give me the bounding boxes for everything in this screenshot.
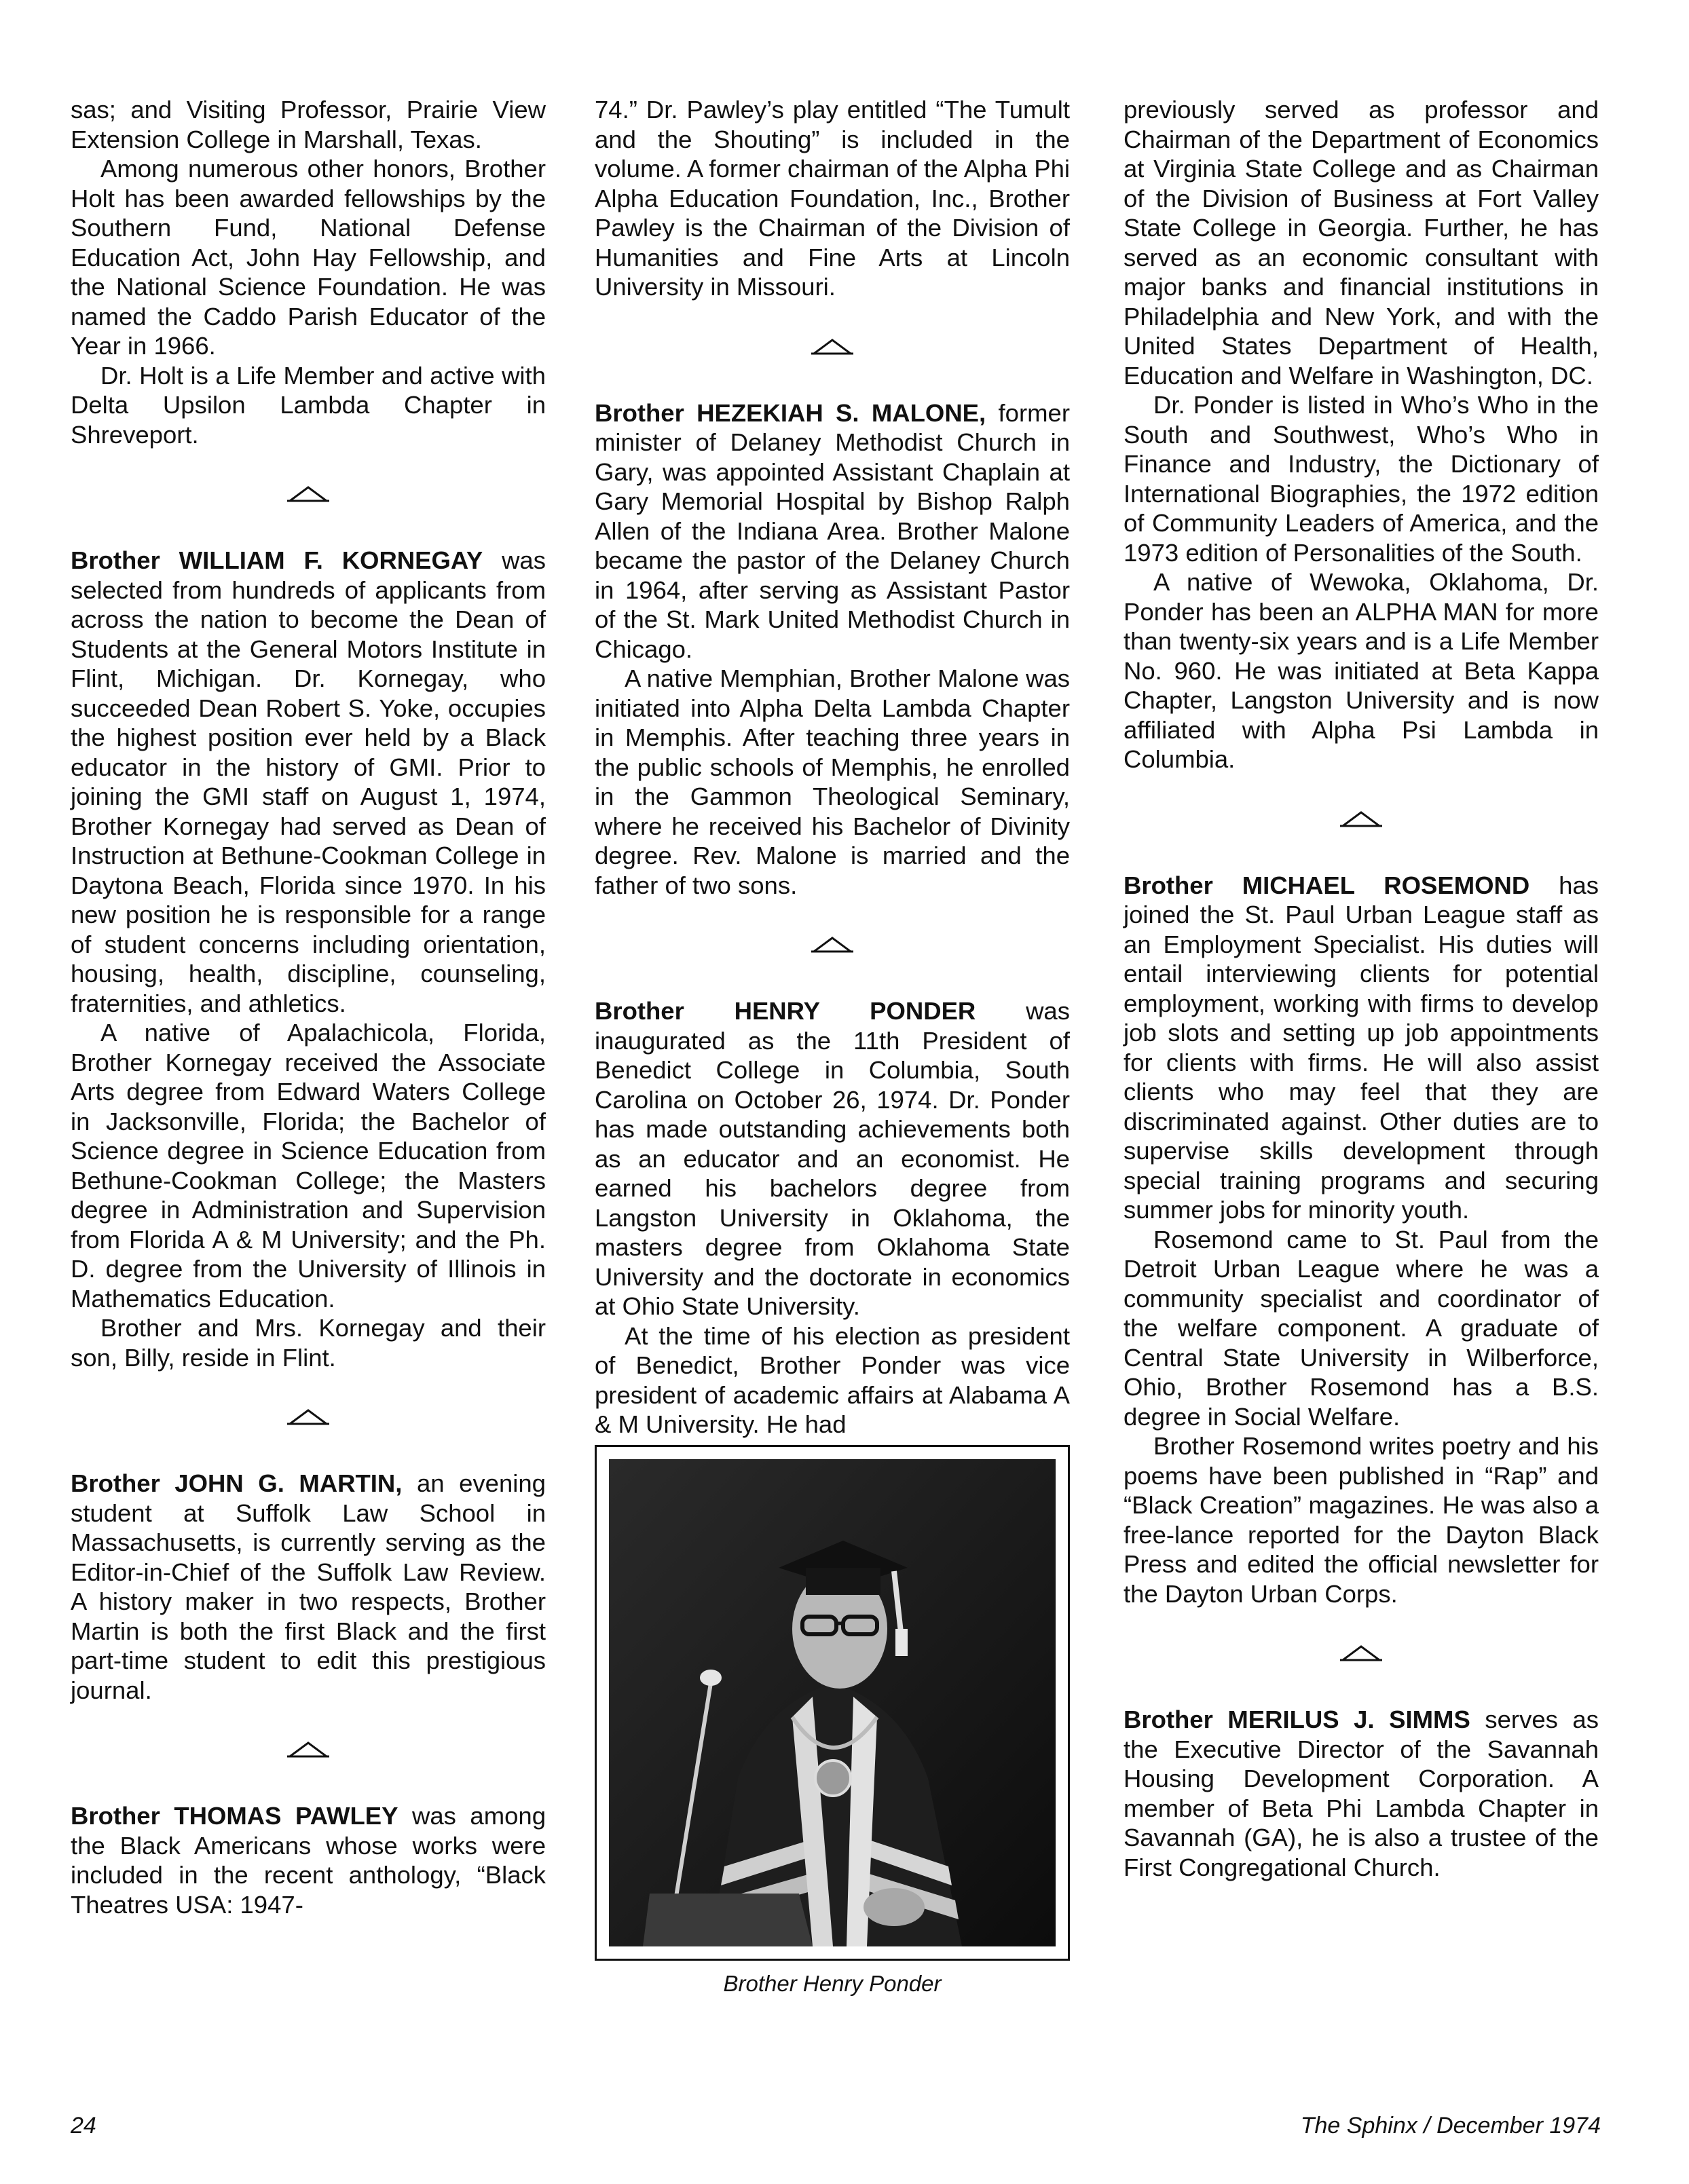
pawley-name: Brother THOMAS PAWLEY — [71, 1802, 398, 1830]
simms-name: Brother MERILUS J. SIMMS — [1124, 1706, 1470, 1733]
ponder-photo — [609, 1459, 1056, 1946]
ponder-photo-frame — [595, 1445, 1070, 1961]
column-2 — [595, 95, 1070, 1997]
pawley-paragraph-1: was among the Black Americans whose works were included in the recent anthology, “Black Theatres USA: 1947- — [71, 1802, 546, 1919]
simms-paragraph-1: serves as the Executive Director of the Savannah Housing Development Corporation. A member of Beta Phi Lambda Chapter in Savannah (GA), he is also a trustee of the First Congregational Church. — [1124, 1706, 1599, 1881]
martin-name: Brother JOHN G. MARTIN, — [71, 1469, 403, 1497]
rosemond-paragraph-1: has joined the St. Paul Urban League staff as an Employment Specialist. His duties will entail interviewing clients for potential employment, working with firms to develop job slots and setting up job appointments for clients with firms. He will also assist clients who may feel that they are discriminated against. Other duties are to supervise skills development through special training programs and securing summer jobs for minority youth. — [1124, 871, 1599, 1224]
issue-line: The Sphinx / December 1974 — [1300, 2113, 1601, 2139]
photo-caption: Brother Henry Ponder — [723, 1970, 942, 1996]
kornegay-paragraph-3: Brother and Mrs. Kornegay and their son, Billy, reside in Flint. — [71, 1314, 546, 1372]
malone-paragraph-2: A native Memphian, Brother Malone was initiated into Alpha Delta Lambda Chapter in Memphis. After teaching three years in the public schools of Memphis, he enrolled in the Gammon Theological Seminary, where he received his Bachelor of Divinity degree. Rev. Malone is married and the father of two sons. — [595, 664, 1070, 899]
pyramid-ornament-icon — [71, 1740, 546, 1763]
pyramid-ornament-icon — [595, 337, 1070, 360]
holt-paragraph-1: sas; and Visiting Professor, Prairie View Extension College in Marshall, Texas. — [71, 96, 546, 153]
martin-paragraph-1: an evening student at Suffolk Law School in Massachusetts, is currently serving as the Editor-in-Chief of the Suffolk Law Review. A history maker in two respects, Brother Martin is both the first Black and the first part-time student to edit this prestigious journal. — [71, 1469, 546, 1704]
malone-name: Brother HEZEKIAH S. MALONE, — [595, 398, 986, 427]
rosemond-name: Brother MICHAEL ROSEMOND — [1124, 871, 1530, 899]
pyramid-ornament-icon — [595, 935, 1070, 958]
ponder-paragraph-3: previously served as professor and Chairman of the Department of Economics at Virginia State College and as Chairman of the Division of Business at Fort Valley State College in Georgia. Further, he has served as an economic consultant with major banks and financial institutions in Philadelphia and New York, and with the United States Department of Health, Education and Welfare in Washington, DC. — [1124, 96, 1599, 390]
kornegay-name: Brother WILLIAM F. KORNEGAY — [71, 546, 483, 574]
ponder-paragraph-2: At the time of his election as president of Benedict, Brother Ponder was vice president of academic affairs at Alabama A & M University. He had — [595, 1321, 1070, 1438]
column-1 — [71, 95, 546, 1919]
holt-paragraph-3: Dr. Holt is a Life Member and active with Delta Upsilon Lambda Chapter in Shreveport. — [71, 361, 546, 449]
rosemond-paragraph-3: Brother Rosemond writes poetry and his poems have been published in “Rap” and “Black Creation” magazines. He was also a free-lance reported for the Dayton Black Press and edited the official newsletter for the Dayton Urban Corps. — [1124, 1432, 1599, 1608]
ponder-paragraph-5: A native of Wewoka, Oklahoma, Dr. Ponder has been an ALPHA MAN for more than twenty-six years and is a Life Member No. 960. He was initiated at Beta Kappa Chapter, Langston University and is now affiliated with Alpha Psi Lambda in Columbia. — [1124, 568, 1599, 773]
ponder-name: Brother HENRY PONDER — [595, 997, 976, 1025]
holt-paragraph-2: Among numerous other honors, Brother Holt has been awarded fellowships by the Southern Fund, National Defense Education Act, John Hay Fellowship, and the National Science Foundation. He was named the Caddo Parish Educator of the Year in 1966. — [71, 155, 546, 360]
pyramid-ornament-icon — [1124, 1644, 1599, 1667]
ponder-paragraph-1: was inaugurated as the 11th President of Benedict College in Columbia, South Carolina on October 26, 1974. Dr. Ponder has made outstanding achievements both as an educator and an economist. He earned his bachelors degree from Langston University in Oklahoma, the masters degree from Oklahoma State University and the doctorate in economics at Ohio State University. — [595, 997, 1070, 1320]
rosemond-paragraph-2: Rosemond came to St. Paul from the Detroit Urban League where he was a community specialist and coordinator of the welfare component. A graduate of Central State University in Wilberforce, Ohio, Brother Rosemond has a B.S. degree in Social Welfare. — [1124, 1225, 1599, 1431]
malone-paragraph-1: former minister of Delaney Methodist Church in Gary, was appointed Assistant Chaplain at Gary Memorial Hospital by Bishop Ralph Allen of the Indiana Area. Brother Malone became the pastor of the Delaney Church in 1964, after serving as Assistant Pastor of the St. Mark United Methodist Church in Chicago. — [595, 398, 1070, 663]
ponder-paragraph-4: Dr. Ponder is listed in Who’s Who in the South and Southwest, Who’s Who in Finance and Industry, the Dictionary of International Biographies, the 1972 edition of Community Leaders of America, and the 1973 edition of Personalities of the South. — [1124, 391, 1599, 567]
kornegay-paragraph-2: A native of Apalachicola, Florida, Brother Kornegay received the Associate Arts degree from Edward Waters College in Jacksonville, Florida; the Bachelor of Science degree in Science Education from Bethune-Cookman College; the Masters degree in Administration and Supervision from Florida A & M University; and the Ph. D. degree from the University of Illinois in Mathematics Education. — [71, 1019, 546, 1313]
pawley-paragraph-2: 74.” Dr. Pawley’s play entitled “The Tumult and the Shouting” is included in the volume. A former chairman of the Alpha Phi Alpha Education Foundation, Inc., Brother Pawley is the Chairman of the Division of Humanities and Fine Arts at Lincoln University in Missouri. — [595, 96, 1070, 301]
page-number: 24 — [71, 2113, 96, 2139]
pyramid-ornament-icon — [71, 485, 546, 508]
pyramid-ornament-icon — [71, 1408, 546, 1431]
pyramid-ornament-icon — [1124, 810, 1599, 833]
column-3 — [1124, 95, 1599, 1882]
kornegay-paragraph-1: was selected from hundreds of applicants from across the nation to become the Dean of Students at the General Motors Institute in Flint, Michigan. Dr. Kornegay, who succeeded Dean Robert S. Yoke, occupies the highest position ever held by a Black educator in the history of GMI. Prior to joining the GMI staff on August 1, 1974, Brother Kornegay had served as Dean of Instruction at Bethune-Cookman College in Daytona Beach, Florida since 1970. In his new position he is responsible for a range of student concerns including orientation, housing, health, discipline, counseling, fraternities, and athletics. — [71, 546, 546, 1017]
